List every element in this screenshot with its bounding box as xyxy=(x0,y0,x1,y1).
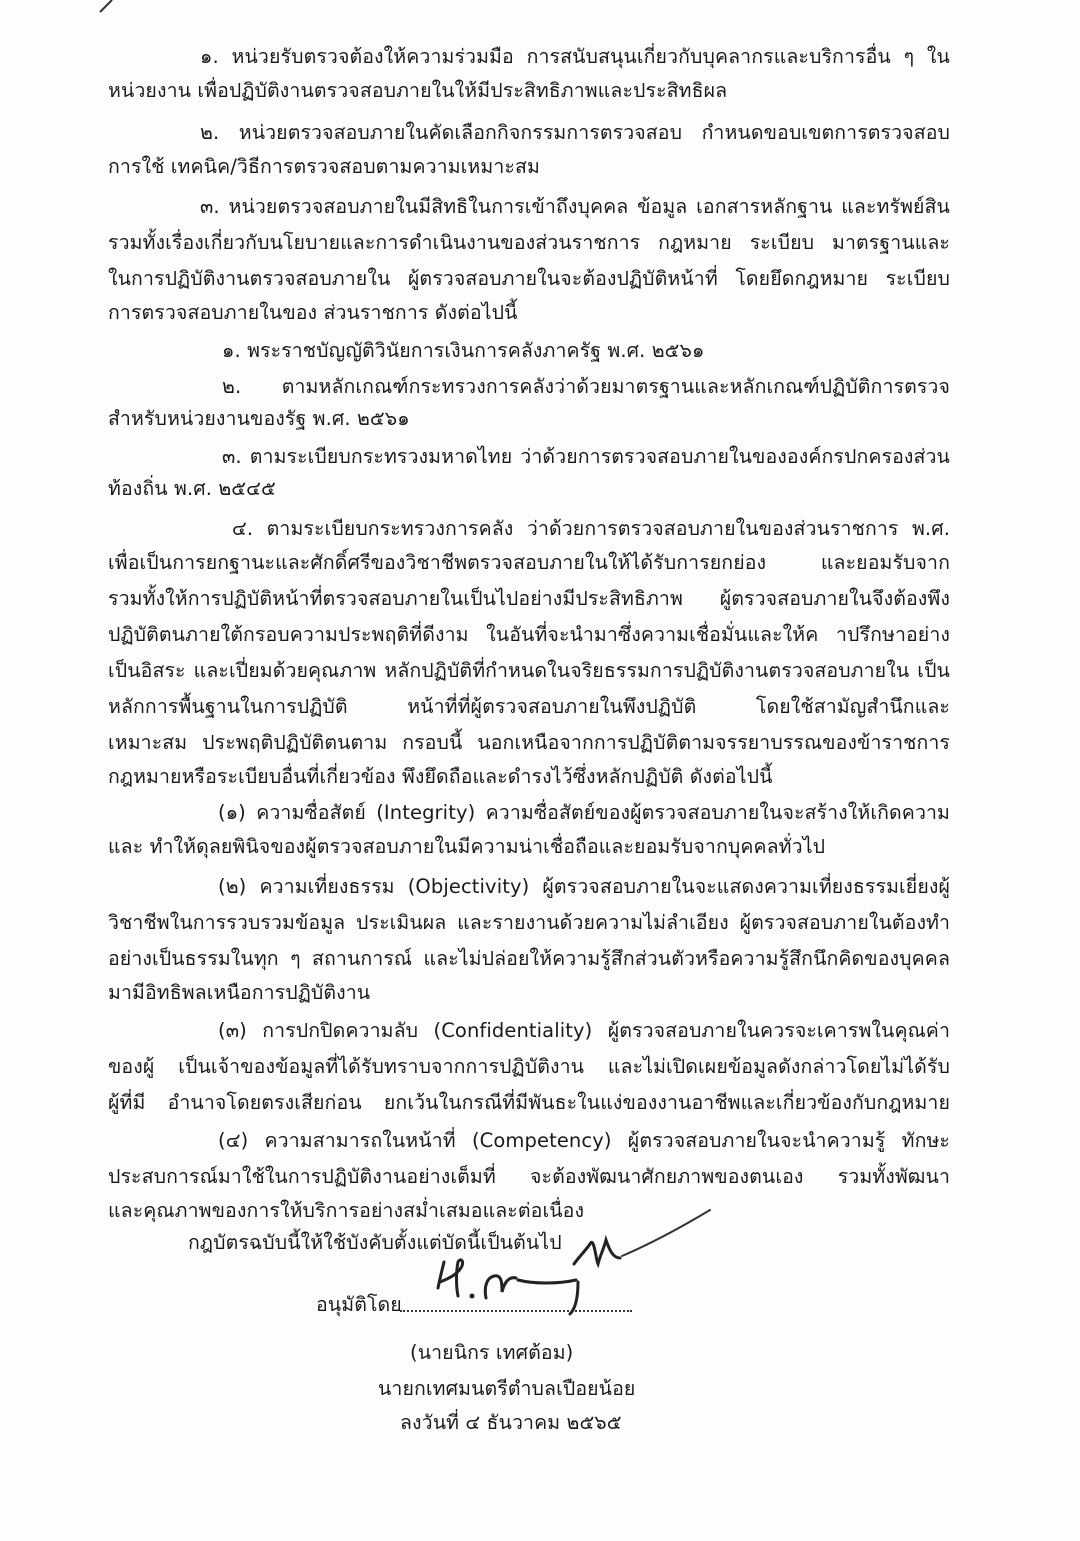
principle-line: (๑) ความซื่อสัตย์ (Integrity) ความซื่อสัตย์ของผู้ตรวจสอบภายในจะสร้างให้เกิดความ xyxy=(218,801,950,824)
signatory-position: นายกเทศมนตรีตำบลเปือยน้อย xyxy=(378,1377,636,1400)
list-item: ๓. ตามระเบียบกระทรวงมหาดไทย ว่าด้วยการตรวจสอบภายในขององค์กรปกครองส่วน xyxy=(222,445,950,468)
paragraph-line: ๒. หน่วยตรวจสอบภายในคัดเลือกกิจกรรมการตรวจสอบ กำหนดขอบเขตการตรวจสอบ xyxy=(200,121,950,144)
principle-line: (๒) ความเที่ยงธรรม (Objectivity) ผู้ตรวจสอบภายในจะแสดงความเที่ยงธรรมเยี่ยงผู้ xyxy=(218,875,950,898)
principle-line: ของผู้ เป็นเจ้าของข้อมูลที่ได้รับทราบจากการปฏิบัติงาน และไม่เปิดเผยข้อมูลดังกล่าวโดยไม่ได้รับ xyxy=(108,1055,950,1078)
paragraph-line: หน่วยงาน เพื่อปฏิบัติงานตรวจสอบภายในให้มีประสิทธิภาพและประสิทธิผล xyxy=(108,79,728,102)
paragraph-line: ปฏิบัติตนภายใต้กรอบความประพฤติที่ดีงาม ในอันที่จะนำมาซึ่งความเชื่อมั่นและให้ค าปรึกษาอย่าง xyxy=(108,623,950,646)
page-edge-mark xyxy=(60,0,120,40)
signatory-name: (นายนิกร เทศต้อม) xyxy=(410,1341,574,1364)
paragraph-line: หลักการพื้นฐานในการปฏิบัติ หน้าที่ที่ผู้ตรวจสอบภายในพึงปฏิบัติ โดยใช้สามัญสำนึกและ xyxy=(108,695,950,718)
paragraph-line: การตรวจสอบภายในของ ส่วนราชการ ดังต่อไปนี้ xyxy=(108,301,518,324)
paragraph-line: เป็นอิสระ และเปี่ยมด้วยคุณภาพ หลักปฏิบัติที่กำหนดในจริยธรรมการปฏิบัติงานตรวจสอบภายใน เป็น xyxy=(108,659,950,682)
paragraph-line: กฎหมายหรือระเบียบอื่นที่เกี่ยวข้อง พึงยึดถือและดำรงไว้ซึ่งหลักปฏิบัติ ดังต่อไปนี้ xyxy=(108,765,773,788)
principle-line: และคุณภาพของการให้บริการอย่างสม่ำเสมอและต่อเนื่อง xyxy=(108,1199,585,1222)
list-item-continued: สำหรับหน่วยงานของรัฐ พ.ศ. ๒๕๖๑ xyxy=(108,407,410,430)
paragraph-line: รวมทั้งเรื่องเกี่ยวกับนโยบายและการดำเนินงานของส่วนราชการ กฎหมาย ระเบียบ มาตรฐานและ xyxy=(108,231,950,254)
list-item: ๔. ตามระเบียบกระทรวงการคลัง ว่าด้วยการตรวจสอบภายในของส่วนราชการ พ.ศ. xyxy=(232,517,950,540)
principle-line: ผู้ที่มี อำนาจโดยตรงเสียก่อน ยกเว้นในกรณีที่มีพันธะในแง่ของงานอาชีพและเกี่ยวข้องกับกฎหมาย xyxy=(108,1091,950,1114)
principle-line: มามีอิทธิพลเหนือการปฏิบัติงาน xyxy=(108,981,371,1004)
handwritten-signature xyxy=(410,1200,730,1330)
paragraph-line: เหมาะสม ประพฤติปฏิบัติตนตาม กรอบนี้ นอกเหนือจากการปฏิบัติตามจรรยาบรรณของข้าราชการ xyxy=(108,731,950,754)
paragraph-line: รวมทั้งให้การปฏิบัติหน้าที่ตรวจสอบภายในเป็นไปอย่างมีประสิทธิภาพ ผู้ตรวจสอบภายในจึงต้องพึง xyxy=(108,587,950,610)
signing-date: ลงวันที่ ๔ ธันวาคม ๒๕๖๕ xyxy=(400,1411,622,1434)
principle-line: (๔) ความสามารถในหน้าที่ (Competency) ผู้ตรวจสอบภายในจะนำความรู้ ทักษะ xyxy=(218,1129,950,1152)
paragraph-line: ในการปฏิบัติงานตรวจสอบภายใน ผู้ตรวจสอบภายในจะต้องปฏิบัติหน้าที่ โดยยึดกฎหมาย ระเบียบ xyxy=(108,267,950,290)
list-item-continued: ท้องถิ่น พ.ศ. ๒๕๔๕ xyxy=(108,477,276,500)
principle-line: อย่างเป็นธรรมในทุก ๆ สถานการณ์ และไม่ปล่อยให้ความรู้สึกส่วนตัวหรือความรู้สึกนึกคิดของบุคคล xyxy=(108,947,950,970)
principle-line: (๓) การปกปิดความลับ (Confidentiality) ผู้ตรวจสอบภายในควรจะเคารพในคุณค่า xyxy=(218,1019,950,1042)
paragraph-line: การใช้ เทคนิค/วิธีการตรวจสอบตามความเหมาะสม xyxy=(108,155,540,178)
principle-line: ประสบการณ์มาใช้ในการปฏิบัติงานอย่างเต็มที่ จะต้องพัฒนาศักยภาพของตนเอง รวมทั้งพัฒนา xyxy=(108,1165,950,1188)
paragraph-line: เพื่อเป็นการยกฐานะและศักดิ์ศรีของวิชาชีพตรวจสอบภายในให้ได้รับการยกย่อง และยอมรับจาก xyxy=(108,551,950,574)
list-item: ๒. ตามหลักเกณฑ์กระทรวงการคลังว่าด้วยมาตรฐานและหลักเกณฑ์ปฏิบัติการตรวจ xyxy=(222,375,950,398)
list-item: ๑. พระราชบัญญัติวินัยการเงินการคลังภาครัฐ พ.ศ. ๒๕๖๑ xyxy=(222,339,705,362)
approved-by-label: อนุมัติโดย xyxy=(316,1293,402,1316)
paragraph-line: ๓. หน่วยตรวจสอบภายในมีสิทธิในการเข้าถึงบุคคล ข้อมูล เอกสารหลักฐาน และทรัพย์สิน xyxy=(200,195,950,218)
principle-line: วิชาชีพในการรวบรวมข้อมูล ประเมินผล และรายงานด้วยความไม่ลำเอียง ผู้ตรวจสอบภายในต้องทำ xyxy=(108,911,950,934)
principle-line: และ ทำให้ดุลยพินิจของผู้ตรวจสอบภายในมีความน่าเชื่อถือและยอมรับจากบุคคลทั่วไป xyxy=(108,835,826,858)
effective-clause: กฎบัตรฉบับนี้ให้ใช้บังคับตั้งแต่บัดนี้เป็นต้นไป xyxy=(188,1231,562,1254)
paragraph-line: ๑. หน่วยรับตรวจต้องให้ความร่วมมือ การสนับสนุนเกี่ยวกับบุคลากรและบริการอื่น ๆ ใน xyxy=(200,45,950,68)
